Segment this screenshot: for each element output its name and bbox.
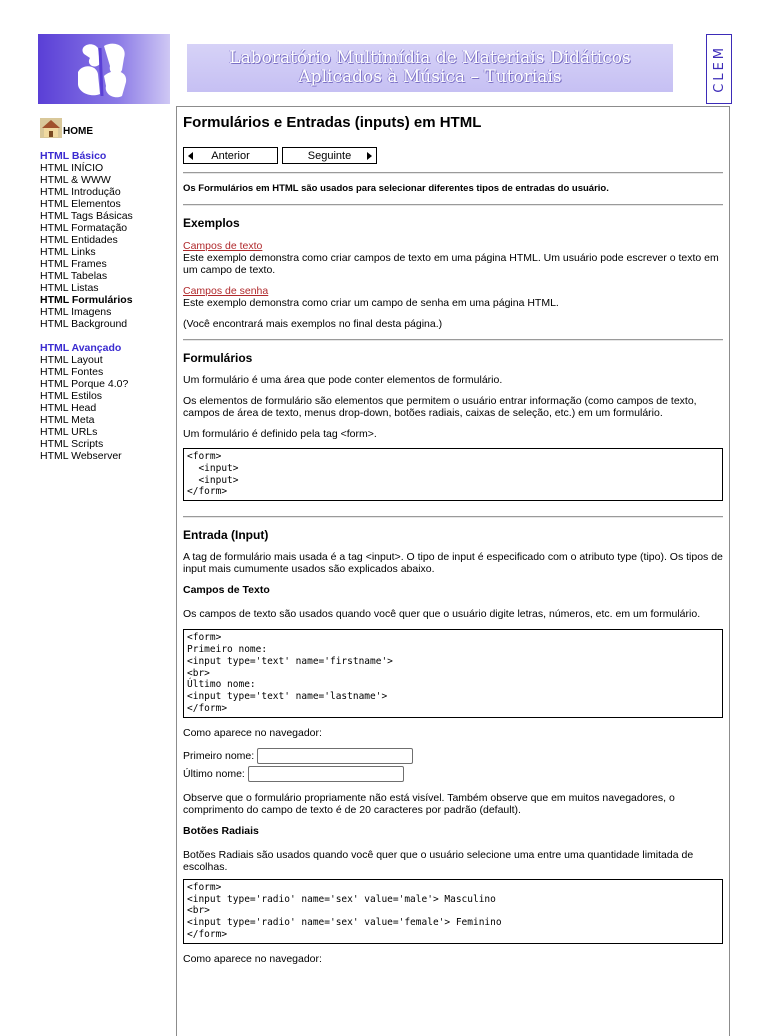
prev-button-label: Anterior bbox=[211, 149, 250, 162]
divider bbox=[183, 172, 723, 174]
radio-paragraph: Botões Radiais são usados quando você quer que o usuário selecione uma entre uma quantidade limitada de escolhas. bbox=[183, 848, 694, 873]
sidebar-item-tags-basicas[interactable]: HTML Tags Básicas bbox=[40, 210, 133, 222]
subheading-botoes-radiais: Botões Radiais bbox=[183, 824, 259, 837]
last-name-label: Último nome: bbox=[183, 767, 245, 780]
clem-side-label[interactable] bbox=[706, 34, 732, 104]
clem-label-text: CLEM bbox=[711, 45, 727, 93]
page-nav-buttons bbox=[183, 147, 723, 164]
sidebar-item-links[interactable]: HTML Links bbox=[40, 246, 96, 258]
input-paragraph: A tag de formulário mais usada é a tag <input>. O tipo de input é especificado com o atributo type (tipo). Os tipos de input mais cumumente usados são explicados abaixo. bbox=[183, 551, 723, 576]
first-name-label: Primeiro nome: bbox=[183, 749, 255, 762]
next-button-label: Seguinte bbox=[307, 149, 352, 162]
browser-preview-label: Como aparece no navegador: bbox=[183, 952, 322, 965]
sidebar-item-meta[interactable]: HTML Meta bbox=[40, 414, 95, 426]
demo-last-name-row bbox=[183, 765, 723, 783]
sidebar-item-head[interactable]: HTML Head bbox=[40, 402, 97, 414]
sidebar-item-tabelas[interactable]: HTML Tabelas bbox=[40, 270, 108, 282]
first-name-input[interactable] bbox=[257, 748, 413, 764]
browser-preview-label: Como aparece no navegador: bbox=[183, 726, 322, 739]
sidebar-item-formularios[interactable]: HTML Formulários bbox=[40, 294, 133, 306]
nav-group-advanced bbox=[40, 342, 170, 462]
intro-text: Os Formulários em HTML são usados para selecionar diferentes tipos de entradas do usuário. bbox=[183, 183, 609, 194]
prev-button[interactable] bbox=[183, 147, 278, 164]
subheading-campos-texto: Campos de Texto bbox=[183, 584, 270, 597]
sidebar-item-scripts[interactable]: HTML Scripts bbox=[40, 438, 104, 450]
arrow-right-icon bbox=[367, 152, 372, 160]
sidebar-item-listas[interactable]: HTML Listas bbox=[40, 282, 99, 294]
sidebar-item-frames[interactable]: HTML Frames bbox=[40, 258, 107, 270]
section-heading-formularios: Formulários bbox=[183, 351, 253, 365]
sidebar-item-formatacao[interactable]: HTML Formatação bbox=[40, 222, 128, 234]
sidebar-item-inicio[interactable]: HTML INÍCIO bbox=[40, 162, 104, 174]
last-name-input[interactable] bbox=[248, 766, 404, 782]
nav-group-basic bbox=[40, 150, 170, 330]
house-icon bbox=[40, 118, 62, 138]
code-block-text-fields: <form> Primeiro nome: <input type='text' name='firstname'> <br> Último nome: <input type='text' name='lastname'> </form> bbox=[183, 629, 723, 718]
example-link-campos-texto[interactable]: Campos de texto bbox=[183, 240, 263, 252]
sidebar-nav bbox=[40, 116, 170, 462]
forms-paragraph: Um formulário é uma área que pode conter elementos de formulário. bbox=[183, 374, 503, 386]
nav-group-title[interactable]: HTML Básico bbox=[40, 150, 107, 162]
sidebar-item-imagens[interactable]: HTML Imagens bbox=[40, 306, 112, 318]
sidebar-item-www[interactable]: HTML & WWW bbox=[40, 174, 111, 186]
nav-group-title[interactable]: HTML Avançado bbox=[40, 342, 122, 354]
code-block-form: <form> <input> <input> </form> bbox=[183, 448, 723, 501]
section-heading-entrada: Entrada (Input) bbox=[183, 528, 269, 543]
sidebar-item-introducao[interactable]: HTML Introdução bbox=[40, 186, 121, 198]
demo-first-name-row bbox=[183, 747, 723, 765]
example-desc-campos-senha: Este exemplo demonstra como criar um campo de senha em uma página HTML. bbox=[183, 297, 559, 309]
sidebar-item-elementos[interactable]: HTML Elementos bbox=[40, 198, 121, 210]
section-heading-exemplos: Exemplos bbox=[183, 216, 240, 230]
banner-subtitle: Aplicados à Música – Tutoriais bbox=[298, 67, 562, 87]
forms-paragraph: Um formulário é definido pela tag <form>. bbox=[183, 428, 377, 440]
page-title: Formulários e Entradas (inputs) em HTML bbox=[183, 114, 482, 131]
code-block-radio: <form> <input type='radio' name='sex' value='male'> Masculino <br> <input type='radio' name='sex' value='female'> Feminino </form> bbox=[183, 879, 723, 944]
sidebar-item-layout[interactable]: HTML Layout bbox=[40, 354, 103, 366]
sidebar-item-background[interactable]: HTML Background bbox=[40, 318, 128, 330]
sidebar-item-urls[interactable]: HTML URLs bbox=[40, 426, 98, 438]
musical-figure-logo-icon bbox=[38, 34, 170, 104]
next-button[interactable] bbox=[282, 147, 377, 164]
example-link-campos-senha[interactable]: Campos de senha bbox=[183, 285, 269, 297]
sidebar-item-estilos[interactable]: HTML Estilos bbox=[40, 390, 103, 402]
main-content bbox=[176, 106, 730, 1036]
text-fields-note: Observe que o formulário propriamente não está visível. Também observe que em muitos navegadores, o comprimento do campo de texto é de 20 caracteres por padrão (default). bbox=[183, 791, 675, 816]
example-desc-campos-texto: Este exemplo demonstra como criar campos de texto em uma página HTML. Um usuário pode escrever o texto em um campo de texto. bbox=[183, 252, 719, 276]
home-link[interactable] bbox=[40, 116, 170, 138]
examples-note: (Você encontrará mais exemplos no final desta página.) bbox=[183, 318, 443, 330]
sidebar-item-webserver[interactable]: HTML Webserver bbox=[40, 450, 122, 462]
sidebar-item-porque[interactable]: HTML Porque 4.0? bbox=[40, 378, 129, 390]
forms-paragraph: Os elementos de formulário são elementos que permitem o usuário entrar informação (como campos de texto, campos de área de texto, menus drop-down, botões radiais, caixas de seleção, etc.) em um formulário. bbox=[183, 395, 697, 419]
sidebar-item-entidades[interactable]: HTML Entidades bbox=[40, 234, 118, 246]
arrow-left-icon bbox=[188, 152, 193, 160]
banner-title: Laboratório Multimídia de Materiais Didáticos bbox=[229, 48, 631, 68]
home-label: HOME bbox=[63, 126, 93, 137]
site-logo[interactable] bbox=[38, 34, 170, 104]
site-banner bbox=[187, 44, 673, 92]
sidebar-item-fontes[interactable]: HTML Fontes bbox=[40, 366, 104, 378]
text-fields-paragraph: Os campos de texto são usados quando você quer que o usuário digite letras, números, etc. em um formulário. bbox=[183, 608, 701, 621]
